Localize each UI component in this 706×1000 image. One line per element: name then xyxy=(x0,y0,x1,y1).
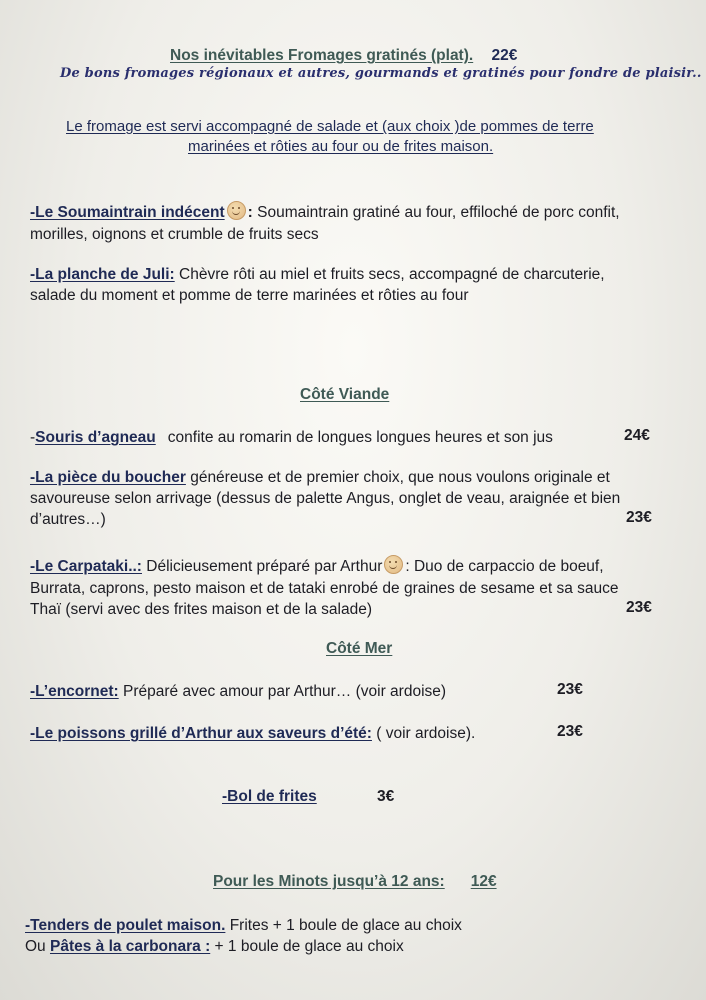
dish-name: -La planche de Juli: xyxy=(30,266,175,283)
dish-piece-boucher xyxy=(30,467,610,488)
dish-soumaintrain xyxy=(30,201,620,223)
dish-souris-agneau xyxy=(30,427,553,448)
dish-name: Pâtes à la carbonara : xyxy=(49,938,211,955)
dish-description: Frites + 1 boule de glace au choix xyxy=(225,917,462,934)
dish-poissons-grille xyxy=(30,723,475,744)
dish-name: -La pièce du boucher xyxy=(30,469,186,486)
dish-description: généreuse et de premier choix, que nous voulons originale et xyxy=(185,469,610,486)
smile-emoji-icon xyxy=(384,555,403,574)
dish-piece-boucher-price: 23€ xyxy=(626,509,652,526)
dish-encornet xyxy=(30,681,446,702)
dish-description: + 1 boule de glace au choix xyxy=(210,938,404,955)
smile-emoji-icon xyxy=(227,201,246,220)
dish-carpataki-description-3: Thaï (servi avec des frites maison et de la salade) xyxy=(30,601,373,618)
fromages-title: Nos inévitables Fromages gratinés (plat). xyxy=(170,47,474,64)
dish-separator: : xyxy=(247,204,253,221)
section-title-mer: Côté Mer xyxy=(326,640,393,657)
dish-name: -Le Soumaintrain indécent xyxy=(30,204,225,221)
dish-planche-juli-description-2: salade du moment et pomme de terre marinées et rôties au four xyxy=(30,287,469,304)
fromages-tagline: De bons fromages régionaux et autres, gourmands et gratinés pour fondre de plaisir.. xyxy=(60,66,702,81)
dish-prefix: Ou xyxy=(25,938,50,955)
dish-name: -Tenders de poulet maison. xyxy=(25,917,226,934)
dish-souris-agneau-price: 24€ xyxy=(624,427,650,444)
dish-description: confite au romarin de longues longues heures et son jus xyxy=(167,429,553,446)
fromages-price: 22€ xyxy=(491,47,518,64)
dish-description: Délicieusement préparé par Arthur xyxy=(141,558,383,575)
dish-piece-boucher-description-2: savoureuse selon arrivage (dessus de palette Angus, onglet de veau, araignée et bien xyxy=(30,490,621,507)
dish-description: Soumaintrain gratiné au four, effiloché de porc confit, xyxy=(252,204,620,221)
dish-carpataki-price: 23€ xyxy=(626,599,652,616)
dish-description: ( voir ardoise). xyxy=(371,725,476,742)
dish-bol-frites: -Bol de frites xyxy=(222,788,317,805)
dish-description: Préparé avec amour par Arthur… (voir ardoise) xyxy=(118,683,447,700)
minots-option-tenders xyxy=(25,915,462,936)
fromages-served-line-2: marinées et rôties au four ou de frites maison. xyxy=(188,138,494,155)
dish-bol-frites-price: 3€ xyxy=(377,788,395,805)
dish-carpataki xyxy=(30,555,604,577)
fromages-heading xyxy=(170,47,517,65)
dish-description: Chèvre rôti au miel et fruits secs, accompagné de charcuterie, xyxy=(174,266,605,283)
minots-heading xyxy=(213,873,497,891)
dish-description-cont: : Duo de carpaccio de boeuf, xyxy=(405,558,604,575)
dish-poissons-grille-price: 23€ xyxy=(557,723,583,740)
fromages-served-line-1: Le fromage est servi accompagné de salade et (aux choix )de pommes de terre xyxy=(66,118,594,135)
minots-price: 12€ xyxy=(470,873,497,890)
dish-prefix: - xyxy=(30,429,36,446)
dish-piece-boucher-description-3: d’autres…) xyxy=(30,511,106,528)
dish-name: -Le poissons grillé d’Arthur aux saveurs d’été: xyxy=(30,725,372,742)
dish-soumaintrain-description-2: morilles, oignons et crumble de fruits secs xyxy=(30,226,319,243)
dish-carpataki-description-2: Burrata, caprons, pesto maison et de tataki enrobé de graines de sesame et sa sauce xyxy=(30,580,619,597)
dish-name: Souris d’agneau xyxy=(35,429,156,446)
dish-name: -Le Carpataki..: xyxy=(30,558,142,575)
dish-name: -L’encornet: xyxy=(30,683,119,700)
section-title-viande: Côté Viande xyxy=(300,386,390,403)
dish-planche-juli xyxy=(30,264,605,285)
minots-option-pates xyxy=(25,936,404,957)
dish-encornet-price: 23€ xyxy=(557,681,583,698)
minots-title: Pour les Minots jusqu’à 12 ans: xyxy=(213,873,445,890)
